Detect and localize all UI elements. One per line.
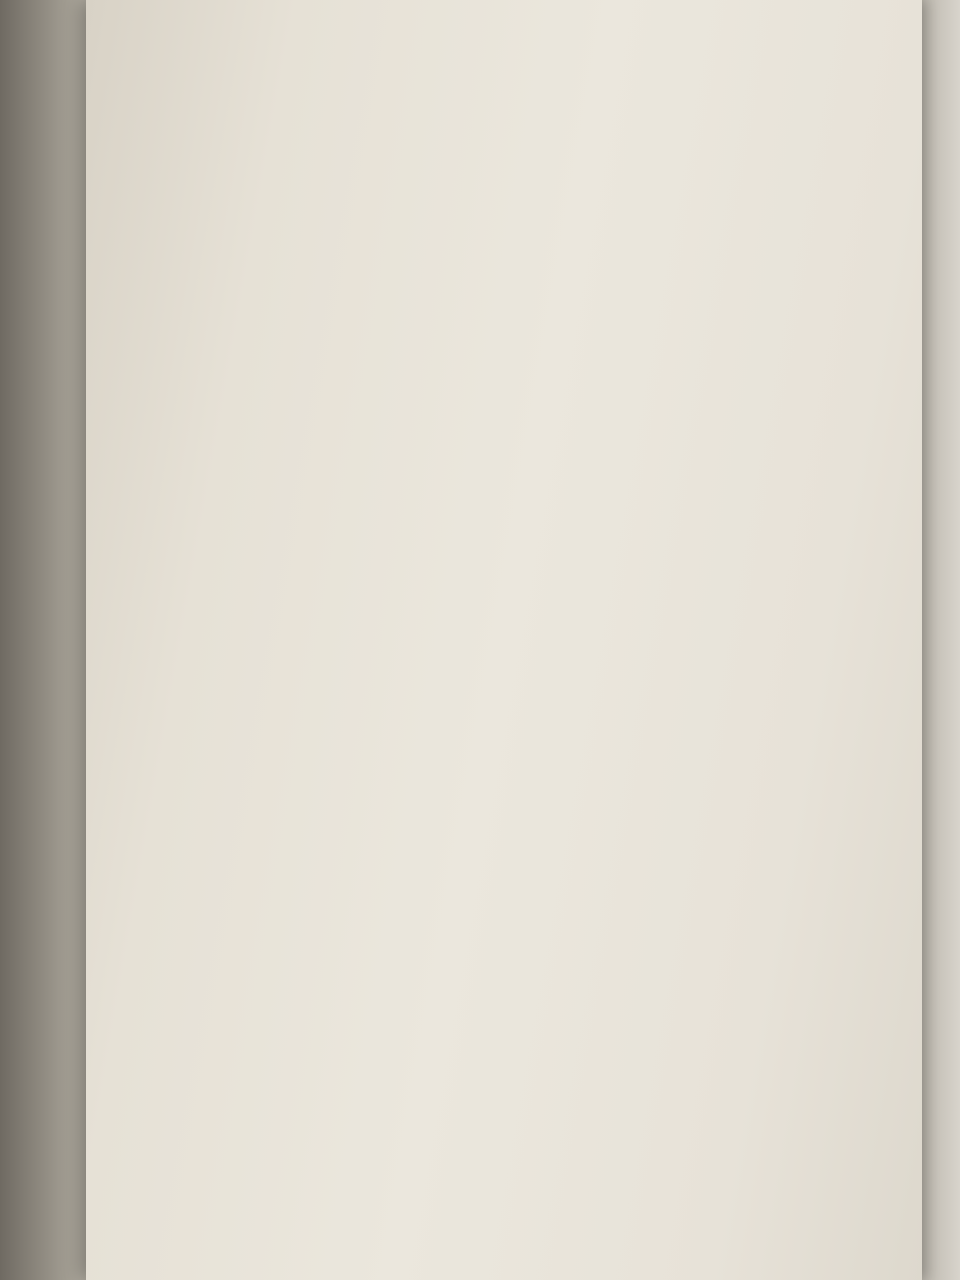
book-page bbox=[86, 0, 922, 1280]
page-footer bbox=[168, 1206, 182, 1227]
